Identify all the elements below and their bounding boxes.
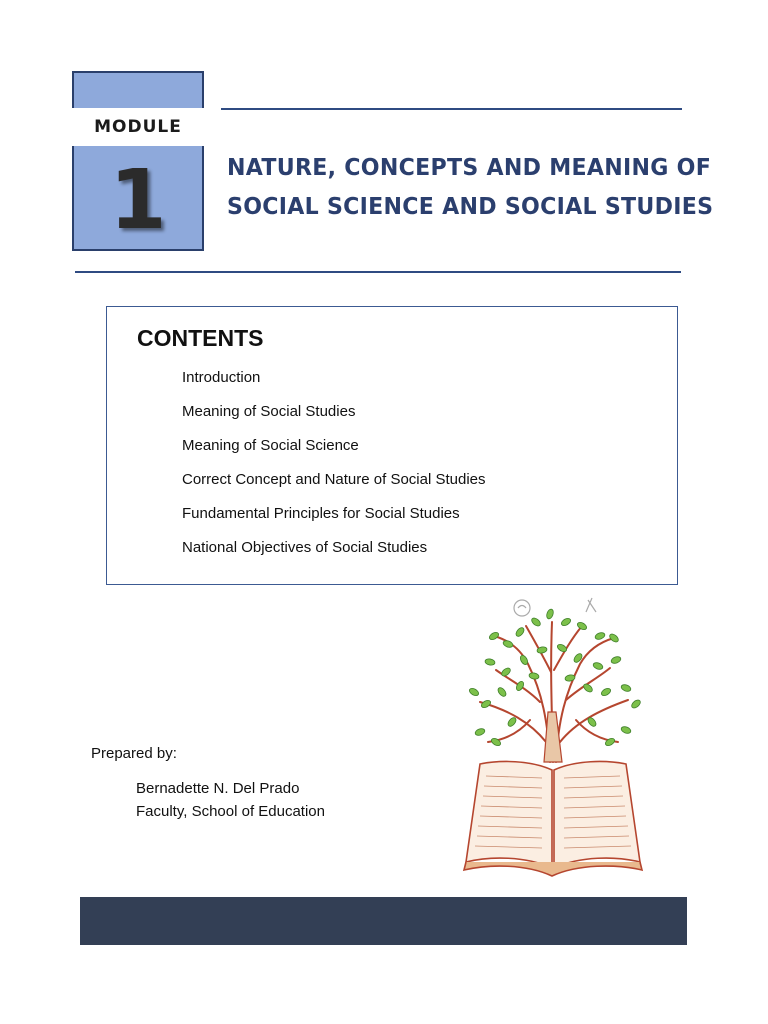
- tree-growing-from-book-icon: [450, 592, 655, 877]
- module-label: MODULE: [94, 117, 182, 137]
- footer-band: [80, 897, 687, 945]
- contents-box: [106, 306, 678, 585]
- author-role: Faculty, School of Education: [136, 803, 325, 820]
- contents-item: Correct Concept and Nature of Social Studies: [182, 471, 486, 488]
- author-name: Bernadette N. Del Prado: [136, 780, 300, 797]
- contents-list: [182, 367, 486, 571]
- module-title-line-2: SOCIAL SCIENCE AND SOCIAL STUDIES: [227, 192, 714, 220]
- title-top-rule: [221, 108, 682, 110]
- module-number: 1: [109, 152, 167, 248]
- contents-item: Introduction: [182, 369, 261, 386]
- prepared-by-label: Prepared by:: [91, 745, 177, 762]
- contents-item: National Objectives of Social Studies: [182, 539, 428, 556]
- module-label-band: [72, 108, 204, 146]
- contents-item: Meaning of Social Studies: [182, 403, 356, 420]
- contents-item: Fundamental Principles for Social Studies: [182, 505, 460, 522]
- module-title-line-1: NATURE, CONCEPTS AND MEANING OF: [227, 153, 712, 181]
- title-bottom-rule: [75, 271, 681, 273]
- contents-item: Meaning of Social Science: [182, 437, 359, 454]
- module-title: [227, 148, 714, 226]
- contents-heading: CONTENTS: [137, 325, 264, 351]
